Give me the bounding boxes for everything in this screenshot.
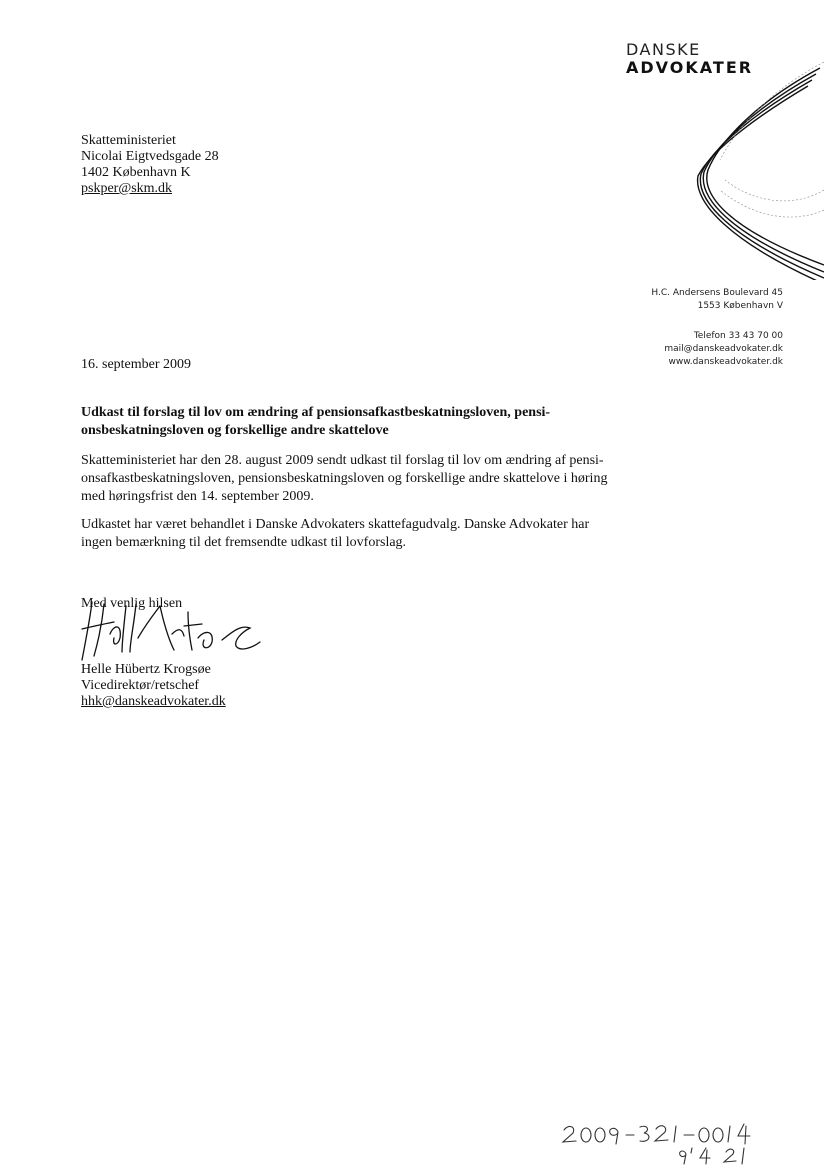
signer-title: Vicedirektør/retschef [81, 678, 200, 693]
recipient-email-link[interactable]: pskper@skm.dk [81, 181, 173, 196]
recipient-address [81, 133, 219, 197]
body-line: Udkastet har været behandlet i Danske Advokaters skattefagudvalg. Danske Advokater har [81, 517, 590, 532]
handwritten-signature [74, 594, 264, 664]
sender-contact-block [651, 287, 783, 369]
body-paragraph-2 [81, 516, 661, 552]
logo-wordmark-top: DANSKE [626, 40, 701, 59]
recipient-street: Nicolai Eigtvedsgade 28 [81, 149, 219, 164]
body-line: onsafkastbeskatningsloven, pensionsbeskatningsloven og forskellige andre skattelove i høring [81, 471, 608, 486]
sender-phone: Telefon 33 43 70 00 [693, 331, 783, 341]
signer-name: Helle Hübertz Krogsøe [81, 662, 211, 677]
logo-swoosh-graphic [690, 60, 824, 280]
subject-line: Udkast til forslag til lov om ændring af pensionsafkastbeskatningsloven, pensi- [81, 405, 551, 420]
subject-line: onsbeskatningsloven og forskellige andre skattelove [81, 423, 389, 438]
signer-block [81, 662, 226, 710]
sender-email-link[interactable]: mail@danskeadvokater.dk [664, 344, 783, 354]
sender-city: 1553 København V [697, 301, 783, 311]
body-paragraph-1 [81, 452, 661, 506]
body-line: ingen bemærkning til det fremsendte udkast til lovforslag. [81, 535, 407, 550]
logo-wordmark-bottom: ADVOKATER [626, 58, 754, 77]
letter-subject [81, 404, 661, 440]
letter-date: 16. september 2009 [81, 357, 192, 372]
body-line: med høringsfrist den 14. september 2009. [81, 489, 314, 504]
closing-greeting: Med venlig hilsen [81, 596, 183, 611]
signer-email-link[interactable]: hhk@danskeadvokater.dk [81, 694, 226, 709]
body-line: Skatteministeriet har den 28. august 2009 sendt udkast til forslag til lov om ændring af pensi- [81, 453, 604, 468]
sender-street: H.C. Andersens Boulevard 45 [651, 288, 783, 298]
recipient-name: Skatteministeriet [81, 133, 176, 148]
sender-website-link[interactable]: www.danskeadvokater.dk [668, 357, 783, 367]
handwritten-case-number [560, 1118, 770, 1166]
recipient-city: 1402 København K [81, 165, 191, 180]
